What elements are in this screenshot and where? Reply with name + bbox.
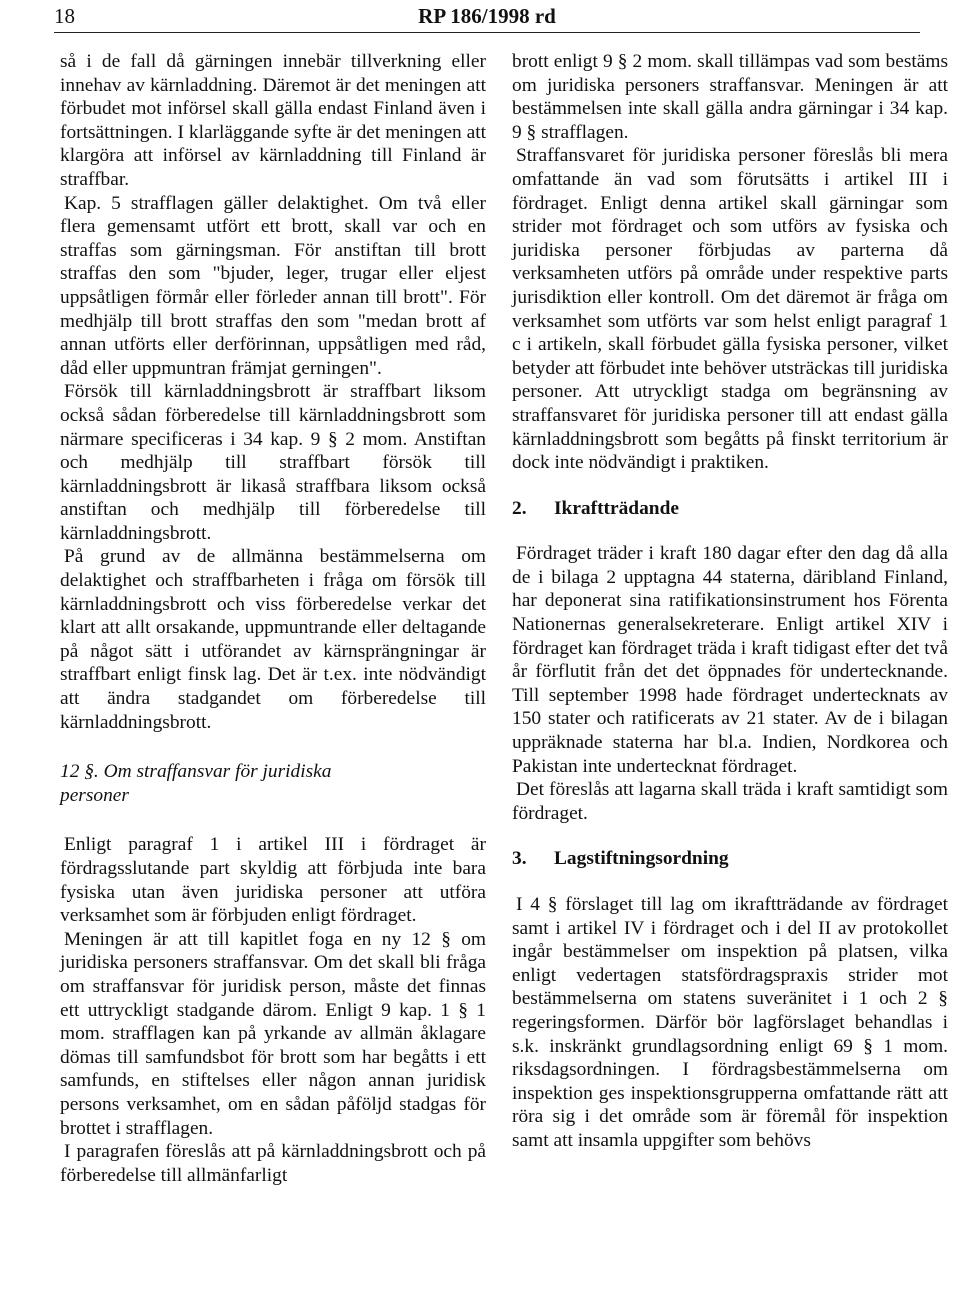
- left-paragraph-4: På grund av de allmänna bestämmelserna om delaktighet och straffbarheten i fråga om försök till kärnladdningsbrott och viss förberedelse verkar det klart att allt orsakande, uppmuntrande eller deltagande på något sätt i utförandet av kärnsprängningar är straffbart enligt finsk lag. Det är t.ex. inte nödvändigt att ändra stadgandet om förberedelse till kärnladdningsbrott.: [60, 546, 486, 733]
- right-paragraph-1: brott enligt 9 § 2 mom. skall tillämpas vad som bestäms om juridiska personers straffansvar. Meningen är att bestämmelsen inte skall gälla andra gärningar i 34 kap. 9 § strafflagen.: [512, 51, 948, 143]
- left-paragraph-2: Kap. 5 strafflagen gäller delaktighet. Om två eller flera gemensamt utfört ett brott, skall var och en straffas som gärningsman. För anstiftan till brott straffas den som "bjuder, leger, trugar eller eljest uppsåtligen förmår eller förleder annan till brott". För medhjälp till brott straffas den som "medan brott af annan utförts eller derförinnan, uppsåtligen med råd, dåd eller uppmuntran främjat gerningen".: [60, 192, 486, 379]
- page-number: 18: [54, 4, 75, 28]
- right-paragraph-4: Det föreslås att lagarna skall träda i kraft samtidigt som fördraget.: [512, 779, 948, 824]
- right-column: [512, 50, 948, 1153]
- heading-number: 3.: [512, 848, 527, 870]
- heading-text: Lagstiftningsordning: [554, 848, 729, 870]
- left-paragraph-6: Meningen är att till kapitlet foga en ny 12 § om juridiska personers straffansvar. Om det skall bli fråga om straffansvar för juridisk person, måste det finnas ett uttryckligt stadgande därom. Enligt 9 kap. 1 § 1 mom. strafflagen kan på yrkande av allmän åklagare dömas till samfundsbot för brott som har begåtts i ett samfunds, en stiftelses eller någon annan juridisk persons verksamhet, om en sådan påföljd stadgas för brottet i strafflagen.: [60, 928, 486, 1139]
- heading-number: 2.: [512, 497, 527, 519]
- left-paragraph-3: Försök till kärnladdningsbrott är straffbart liksom också sådan förberedelse till kärnladdningsbrott som närmare specificeras i 34 kap. 9 § 2 mom. Anstiftan och medhjälp till straffbart försök till kärnladdningsbrott är likaså straffbara liksom också anstiftan och medhjälp till förberedelse till kärnladdningsbrott.: [60, 381, 486, 544]
- right-paragraph-2: Straffansvaret för juridiska personer föreslås bli mera omfattande än vad som förutsätts i artikel III i fördraget. Enligt denna artikel skall gärningar som strider mot fördraget och som utförs av fysiska och juridiska personer förbjudas av parterna då verksamheten utförs på område under respektive parts jurisdiktion eller kontroll. Om det däremot är fråga om verksamhet som utförts var som helst enligt paragraf 1 c i artikeln, skall förbudet gälla fysiska personer, vilket betyder att förbudet inte behöver utsträckas till juridiska personer. Att utryckligt stadga om begränsning av straffansvaret för juridiska personer till att endast gälla kärnladdningsbrott som begåtts på finskt territorium är dock inte nödvändigt i praktiken.: [512, 145, 948, 474]
- section-title: 12 §. Om straffansvar för juridiska personer: [60, 761, 332, 806]
- left-column: [60, 50, 486, 1187]
- heading-ikrafttradande: [512, 497, 948, 521]
- right-paragraph-5: I 4 § förslaget till lag om ikraftträdande av fördraget samt i artikel IV i fördraget och i del II av protokollet ingår bestämmelser om inspektion på platsen, vilka enligt vedertagen statsfördragspraxis strider mot bestämmelserna om statens suveränitet i 1 och 2 § regeringsformen. Därför bör lagförslaget behandlas i s.k. inskränkt grundlagsordning enligt 69 § 1 mom. riksdagsordningen. I fördragsbestämmelserna om inspektion ges inspektionsgrupperna omfattande rätt att röra sig i det område som är föremål för inspektion samt att insamla uppgifter som behövs: [512, 894, 948, 1151]
- heading-text: Ikraftträdande: [554, 497, 679, 519]
- heading-lagstiftningsordning: [512, 847, 948, 871]
- page-header: [54, 4, 920, 33]
- right-paragraph-3: Fördraget träder i kraft 180 dagar efter den dag då alla de i bilaga 2 upptagna 44 staterna, däribland Finland, har deponerat sina ratifikationsinstrument hos Förenta Nationernas generalsekreterare. Enligt artikel XIV i fördraget kan fördraget träda i kraft tidigast efter det två år förflutit från det det öppnades för undertecknande. Till september 1998 hade fördraget undertecknats av 150 stater och ratificerats av 21 stater. Av de i bilagan uppräknade staterna har bl.a. Indien, Nordkorea och Pakistan inte undertecknat fördraget.: [512, 543, 948, 777]
- left-paragraph-1: så i de fall då gärningen innebär tillverkning eller innehav av kärnladdning. Däremot är det meningen att förbudet mot införsel skall gälla endast Finland även i fortsättningen. I klarläggande syfte är det meningen att klargöra att införsel av kärnladdning till Finland är straffbar.: [60, 51, 486, 190]
- running-title: RP 186/1998 rd: [418, 4, 556, 28]
- left-paragraph-7: I paragrafen föreslås att på kärnladdningsbrott och på förberedelse till allmänfarligt: [60, 1141, 486, 1186]
- left-paragraph-5: Enligt paragraf 1 i artikel III i fördraget är fördragsslutande part skyldig att förbjuda inte bara fysiska utan även juridiska personer att utföra verksamhet som är förbjuden enligt fördraget.: [60, 834, 486, 927]
